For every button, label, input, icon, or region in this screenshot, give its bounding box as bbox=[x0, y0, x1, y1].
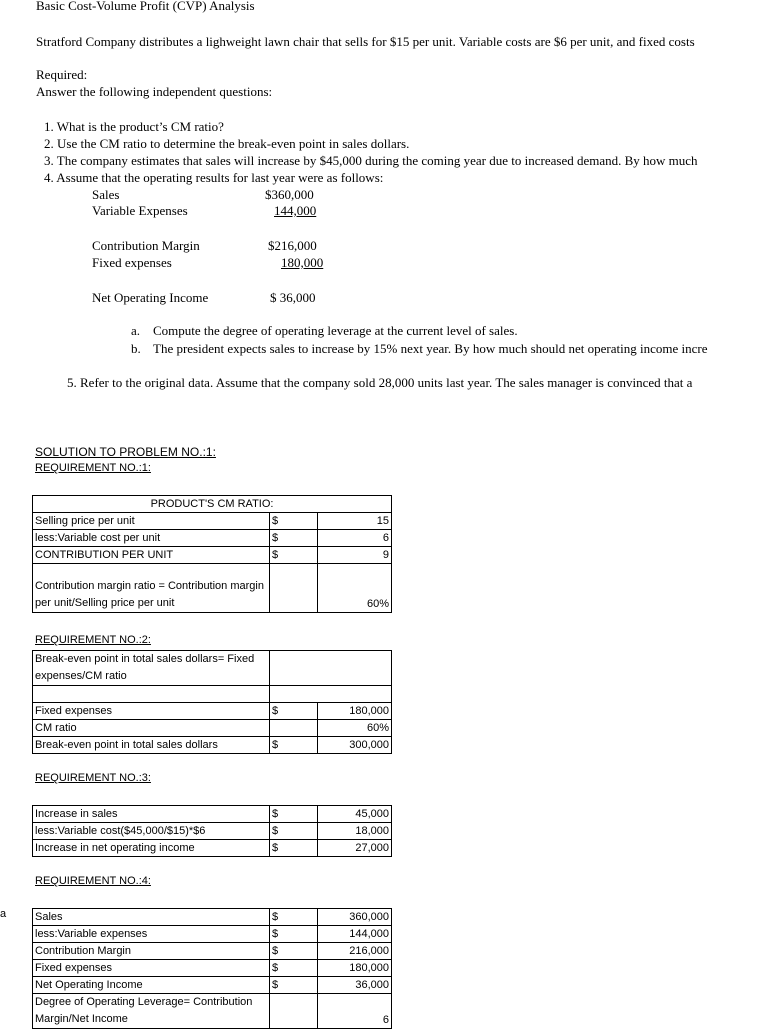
row-value: 60% bbox=[318, 720, 392, 737]
row-value: 300,000 bbox=[318, 737, 392, 754]
table-row bbox=[33, 651, 392, 686]
question-4: 4. Assume that the operating results for last year were as follows: bbox=[44, 170, 384, 185]
question-3: 3. The company estimates that sales will increase by $45,000 during the coming year due to increased demand. By how much bbox=[44, 153, 698, 168]
row-value: 360,000 bbox=[318, 909, 392, 926]
cm-ratio-table bbox=[32, 495, 392, 613]
req4-heading: REQUIREMENT NO.:4: bbox=[35, 875, 151, 887]
cm-ratio-formula: Contribution margin ratio = Contribution margin per unit/Selling price per unit bbox=[33, 564, 270, 613]
row-value: 36,000 bbox=[318, 977, 392, 994]
table-row bbox=[33, 703, 392, 720]
row-label: Fixed expenses bbox=[33, 703, 270, 720]
row-value: 6 bbox=[318, 530, 392, 547]
row-label: less:Variable expenses bbox=[33, 926, 270, 943]
row-value: 27,000 bbox=[318, 840, 392, 857]
row-value: 180,000 bbox=[318, 960, 392, 977]
income-fixed-value: 180,000 bbox=[281, 255, 324, 270]
row-label: Increase in sales bbox=[33, 806, 270, 823]
side-marker: a bbox=[0, 908, 7, 920]
row-currency: $ bbox=[270, 547, 318, 564]
row-value: 45,000 bbox=[318, 806, 392, 823]
problem-title: Basic Cost-Volume Profit (CVP) Analysis bbox=[36, 0, 255, 13]
row-label: Increase in net operating income bbox=[33, 840, 270, 857]
table-row bbox=[33, 547, 392, 564]
income-cm-value: $216,000 bbox=[268, 238, 317, 253]
table-row bbox=[33, 806, 392, 823]
row-value: 9 bbox=[318, 547, 392, 564]
table-row bbox=[33, 513, 392, 530]
income-noi-label: Net Operating Income bbox=[92, 290, 209, 305]
table-row bbox=[33, 737, 392, 754]
dol-table bbox=[32, 908, 392, 1029]
cm-ratio-table-title: PRODUCT'S CM RATIO: bbox=[33, 496, 392, 513]
row-label: less:Variable cost per unit bbox=[33, 530, 270, 547]
row-currency: $ bbox=[270, 977, 318, 994]
row-label: CONTRIBUTION PER UNIT bbox=[33, 547, 270, 564]
row-currency bbox=[270, 720, 318, 737]
income-cm-label: Contribution Margin bbox=[92, 238, 200, 253]
row-value: 18,000 bbox=[318, 823, 392, 840]
table-row bbox=[33, 720, 392, 737]
dol-formula: Degree of Operating Leverage= Contribution Margin/Net Income bbox=[33, 994, 270, 1029]
problem-intro: Stratford Company distributes a lighweight lawn chair that sells for $15 per unit. Variable costs are $6 per unit, and fixed costs bbox=[36, 34, 695, 49]
table-row bbox=[33, 496, 392, 513]
row-label: Selling price per unit bbox=[33, 513, 270, 530]
req2-heading: REQUIREMENT NO.:2: bbox=[35, 634, 151, 646]
income-variable-label: Variable Expenses bbox=[92, 203, 188, 218]
row-label: Contribution Margin bbox=[33, 943, 270, 960]
row-currency: $ bbox=[270, 926, 318, 943]
row-currency: $ bbox=[270, 806, 318, 823]
cm-ratio-value: 60% bbox=[318, 564, 392, 613]
question-2: 2. Use the CM ratio to determine the break-even point in sales dollars. bbox=[44, 136, 410, 151]
table-row bbox=[33, 564, 392, 613]
break-even-table bbox=[32, 650, 392, 754]
table-row bbox=[33, 994, 392, 1029]
question-1: 1. What is the product’s CM ratio? bbox=[44, 119, 224, 134]
income-variable-value: 144,000 bbox=[274, 203, 317, 218]
dol-value: 6 bbox=[318, 994, 392, 1029]
question-5: 5. Refer to the original data. Assume that the company sold 28,000 units last year. The sales manager is convinced that a bbox=[67, 375, 693, 390]
table-row bbox=[33, 977, 392, 994]
table-row bbox=[33, 909, 392, 926]
row-currency: $ bbox=[270, 513, 318, 530]
row-currency: $ bbox=[270, 909, 318, 926]
table-row bbox=[33, 926, 392, 943]
row-value: 15 bbox=[318, 513, 392, 530]
table-row bbox=[33, 960, 392, 977]
sub-a-text: Compute the degree of operating leverage at the current level of sales. bbox=[153, 323, 518, 338]
table-row bbox=[33, 686, 392, 703]
table-row bbox=[33, 530, 392, 547]
sub-a-marker: a. bbox=[131, 323, 141, 338]
req3-heading: REQUIREMENT NO.:3: bbox=[35, 772, 151, 784]
table-row bbox=[33, 840, 392, 857]
row-currency: $ bbox=[270, 703, 318, 720]
instruction-text: Answer the following independent questions: bbox=[36, 84, 273, 99]
row-currency: $ bbox=[270, 530, 318, 547]
row-label: Net Operating Income bbox=[33, 977, 270, 994]
row-label: Break-even point in total sales dollars bbox=[33, 737, 270, 754]
sub-b-text: The president expects sales to increase by 15% next year. By how much should net operating income incre bbox=[153, 341, 708, 356]
req1-heading: REQUIREMENT NO.:1: bbox=[35, 462, 151, 474]
row-value: 180,000 bbox=[318, 703, 392, 720]
sub-b-marker: b. bbox=[131, 341, 141, 356]
row-label: less:Variable cost($45,000/$15)*$6 bbox=[33, 823, 270, 840]
row-currency: $ bbox=[270, 823, 318, 840]
required-label: Required: bbox=[36, 67, 88, 82]
break-even-formula: Break-even point in total sales dollars= Fixed expenses/CM ratio bbox=[33, 651, 270, 686]
table-row bbox=[33, 943, 392, 960]
row-currency: $ bbox=[270, 737, 318, 754]
income-sales-value: $360,000 bbox=[265, 187, 314, 202]
row-currency: $ bbox=[270, 943, 318, 960]
row-label: Fixed expenses bbox=[33, 960, 270, 977]
row-label: CM ratio bbox=[33, 720, 270, 737]
row-value: 216,000 bbox=[318, 943, 392, 960]
income-fixed-label: Fixed expenses bbox=[92, 255, 172, 270]
solution-heading: SOLUTION TO PROBLEM NO.:1: bbox=[35, 445, 216, 459]
row-currency: $ bbox=[270, 840, 318, 857]
row-value: 144,000 bbox=[318, 926, 392, 943]
row-currency: $ bbox=[270, 960, 318, 977]
table-row bbox=[33, 823, 392, 840]
income-noi-value: $ 36,000 bbox=[270, 290, 316, 305]
income-sales-label: Sales bbox=[92, 187, 120, 202]
increase-noi-table bbox=[32, 805, 392, 857]
row-label: Sales bbox=[33, 909, 270, 926]
